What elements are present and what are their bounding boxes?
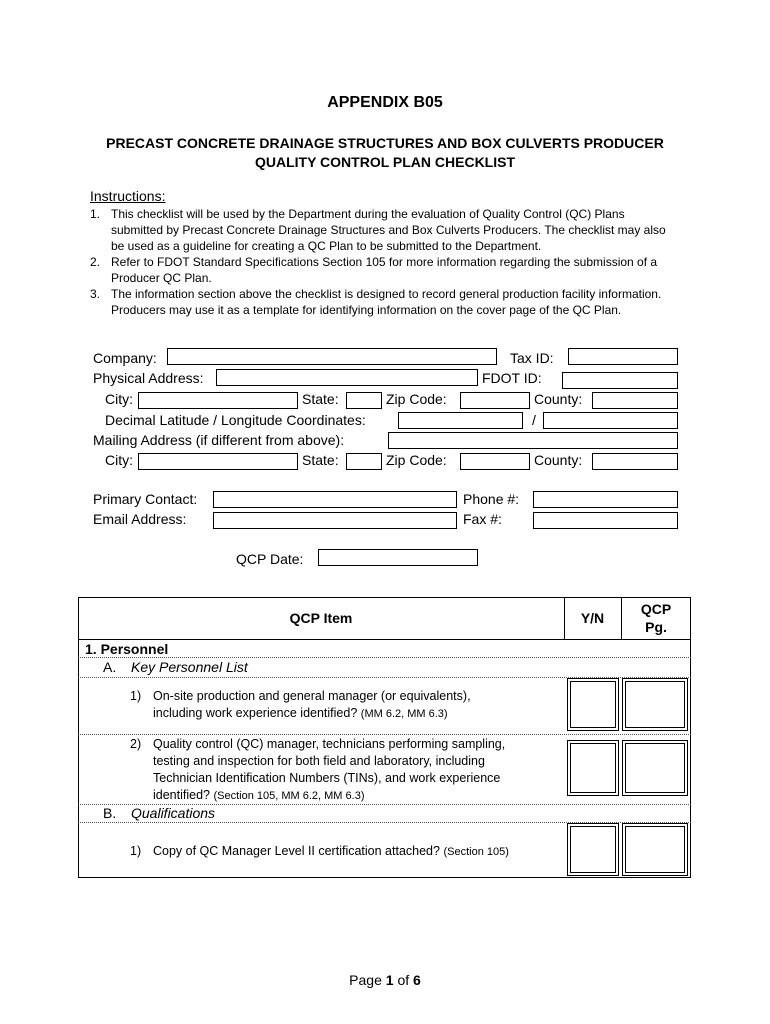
state-label: State: [302, 391, 339, 407]
subtitle-line-2: QUALITY CONTROL PLAN CHECKLIST [254, 154, 516, 170]
county-field[interactable] [592, 392, 678, 409]
col-header-qcp-pg-line2: Pg. [645, 619, 667, 635]
mailing-address-field[interactable] [388, 432, 678, 449]
mailing-county-field[interactable] [592, 453, 678, 470]
fax-label: Fax #: [463, 511, 502, 527]
item-a2-text [153, 736, 563, 805]
item-b1-number: 1) [130, 844, 142, 858]
mailing-zip-code-field[interactable] [460, 453, 530, 470]
item-b1-pg-box[interactable] [622, 823, 688, 876]
instruction-line: Refer to FDOT Standard Specifications Section 105 for more information regarding the submission of a [111, 255, 658, 269]
tax-id-label: Tax ID: [510, 350, 554, 366]
item-b1-line: Copy of QC Manager Level II certification attached? [153, 844, 440, 858]
subsection-key-personnel: Key Personnel List [131, 659, 248, 675]
mailing-address-label: Mailing Address (if different from above): [93, 432, 345, 448]
page-prefix: Page [349, 972, 382, 988]
item-a2-pg-box[interactable] [622, 740, 688, 796]
zip-code-field[interactable] [460, 392, 530, 409]
latlon-separator: / [532, 412, 536, 428]
col-header-qcp-pg-line1: QCP [640, 601, 672, 617]
fdot-id-field[interactable] [562, 372, 678, 389]
item-a1-number: 1) [130, 689, 142, 703]
section-personnel: 1. Personnel [85, 641, 169, 657]
qcp-date-field[interactable] [318, 549, 478, 566]
phone-field[interactable] [533, 491, 678, 508]
mailing-city-label: City: [105, 452, 133, 468]
instruction-line: submitted by Precast Concrete Drainage Structures and Box Culverts Producers. The checklist may also [111, 223, 666, 237]
col-header-qcp-item: QCP Item [289, 610, 353, 626]
row-divider [78, 734, 691, 735]
item-a2-line: Technician Identification Numbers (TINs), and work experience [153, 771, 501, 785]
instruction-line: Producers may use it as a template for identifying information on the cover page of the QC Plan. [111, 303, 622, 317]
instruction-line: The information section above the checklist is designed to record general production facility information. [111, 287, 662, 301]
longitude-field[interactable] [543, 412, 678, 429]
physical-address-field[interactable] [216, 369, 478, 386]
instructions-heading: Instructions: [90, 188, 166, 204]
page-total: 6 [413, 972, 421, 988]
item-a2-number: 2) [130, 737, 142, 751]
instruction-item-1 [90, 206, 710, 254]
mailing-state-label: State: [302, 452, 339, 468]
item-a1-line2-text: including work experience identified? [153, 706, 358, 720]
subtitle-line-1: PRECAST CONCRETE DRAINAGE STRUCTURES AND BOX CULVERTS PRODUCER [106, 135, 664, 151]
fax-field[interactable] [533, 512, 678, 529]
zip-code-label: Zip Code: [386, 391, 447, 407]
subsection-b-letter: B. [103, 805, 117, 821]
item-a2-line: Quality control (QC) manager, technicians performing sampling, [153, 737, 506, 751]
mailing-county-label: County: [534, 452, 583, 468]
qcp-date-label: QCP Date: [236, 551, 304, 567]
instruction-number: 3. [90, 287, 101, 301]
latlon-label: Decimal Latitude / Longitude Coordinates: [105, 412, 366, 428]
table-header-divider [78, 639, 691, 640]
instruction-line: Producer QC Plan. [111, 271, 212, 285]
item-a2-line4-text: identified? [153, 788, 210, 802]
company-label: Company: [93, 350, 157, 366]
item-a2-reference: (Section 105, MM 6.2, MM 6.3) [213, 790, 365, 802]
item-a1-line: On-site production and general manager (or equivalents), [153, 689, 471, 703]
mailing-zip-code-label: Zip Code: [386, 452, 447, 468]
instruction-number: 1. [90, 207, 101, 221]
county-label: County: [534, 391, 583, 407]
item-b1-yn-box[interactable] [567, 823, 619, 876]
fdot-id-label: FDOT ID: [482, 370, 542, 386]
tax-id-field[interactable] [568, 348, 678, 365]
col-header-yn: Y/N [580, 610, 605, 626]
col-header-qcp-pg [621, 600, 691, 636]
instruction-item-2 [90, 254, 710, 286]
mailing-city-field[interactable] [138, 453, 298, 470]
mailing-state-field[interactable] [346, 453, 382, 470]
item-b1-text [153, 843, 563, 861]
subsection-qualifications: Qualifications [131, 805, 216, 821]
primary-contact-label: Primary Contact: [93, 491, 198, 507]
appendix-title: APPENDIX B05 [327, 94, 443, 111]
item-a1-pg-box[interactable] [622, 678, 688, 731]
subsection-a-letter: A. [103, 659, 117, 675]
item-a2-line4 [153, 787, 563, 805]
item-b1-reference: (Section 105) [443, 846, 509, 858]
page-of: of [397, 972, 410, 988]
page-number [0, 972, 770, 988]
item-a2-line: testing and inspection for both field and laboratory, including [153, 754, 485, 768]
item-a1-reference: (MM 6.2, MM 6.3) [360, 708, 448, 720]
email-address-field[interactable] [213, 512, 457, 529]
city-label: City: [105, 391, 133, 407]
instruction-item-3 [90, 286, 710, 318]
instruction-line: This checklist will be used by the Department during the evaluation of Quality Control (QC) Plans [111, 207, 625, 221]
company-field[interactable] [167, 348, 497, 365]
physical-address-label: Physical Address: [93, 370, 204, 386]
item-a1-yn-box[interactable] [567, 678, 619, 731]
instruction-number: 2. [90, 255, 101, 269]
city-field[interactable] [138, 392, 298, 409]
page-current: 1 [385, 972, 394, 988]
row-divider [78, 657, 691, 658]
item-a1-text [153, 688, 558, 723]
primary-contact-field[interactable] [213, 491, 457, 508]
latitude-field[interactable] [398, 412, 523, 429]
instruction-line: be used as a guideline for creating a QC Plan to be submitted to the Department. [111, 239, 542, 253]
document-subtitle [0, 134, 770, 172]
state-field[interactable] [346, 392, 382, 409]
item-a2-yn-box[interactable] [567, 740, 619, 796]
email-address-label: Email Address: [93, 511, 187, 527]
item-a1-line2 [153, 705, 558, 723]
phone-label: Phone #: [463, 491, 520, 507]
